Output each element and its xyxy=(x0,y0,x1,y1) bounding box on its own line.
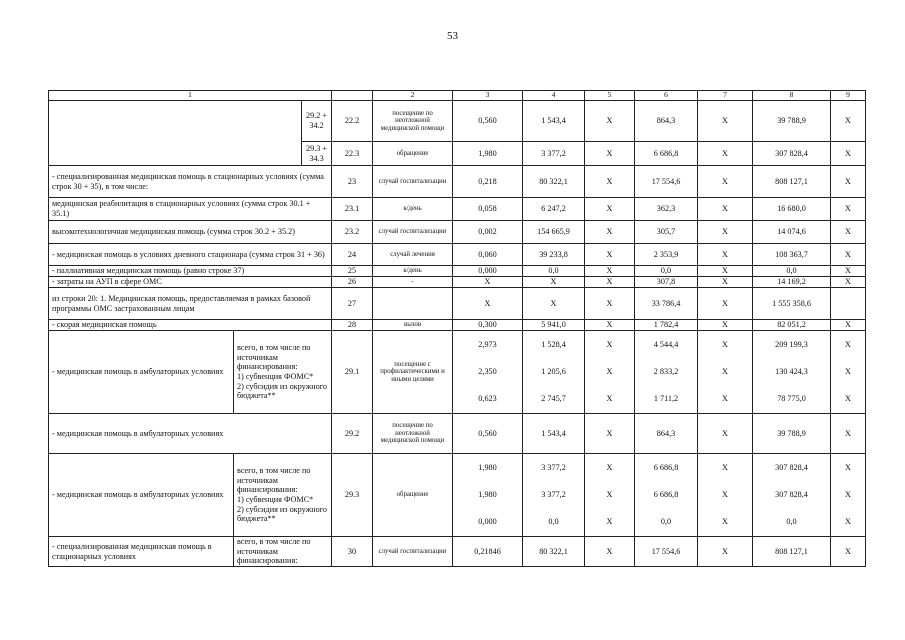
row-label: высокотехнологичная медицинская помощь (сумма строк 30.2 + 35.2) xyxy=(49,221,332,244)
cell-c3: 0,058 xyxy=(453,198,523,221)
cell-c8: 0,0 xyxy=(753,266,831,277)
row-label: - медицинская помощь в амбулаторных условиях xyxy=(49,331,234,414)
cell-c6: 362,3 xyxy=(635,198,698,221)
cell-c7: X xyxy=(698,101,753,142)
sub-foms-label: 1) субвенция ФОМС* xyxy=(237,372,314,381)
row-label: - специализированная медицинская помощь в стационарных условиях xyxy=(49,537,234,567)
table-row xyxy=(49,166,866,198)
row-unit: случай госпитализации xyxy=(373,221,453,244)
cell-c5: X xyxy=(585,414,635,454)
cell-c3: X xyxy=(453,277,523,288)
cell-c7: X xyxy=(698,288,753,320)
cell-c7: X xyxy=(698,221,753,244)
row-number: 30 xyxy=(332,537,373,567)
cell-c6: 307,8 xyxy=(635,277,698,288)
cell-c5: X xyxy=(585,288,635,320)
cell-c6: 864,3 xyxy=(635,101,698,142)
cell-c8: 39 788,9 xyxy=(753,414,831,454)
row-number: 29.3 xyxy=(332,454,373,537)
table-row xyxy=(49,454,866,537)
cell-c9 xyxy=(831,288,866,320)
cell-c7: X X X xyxy=(698,331,753,414)
cell-c5: X X X xyxy=(585,454,635,537)
cell-c3: 0,000 xyxy=(453,266,523,277)
cell-c4: 3 377,2 3 377,2 0,0 xyxy=(523,454,585,537)
cell-c6: 0,0 xyxy=(635,266,698,277)
cell-c4: X xyxy=(523,277,585,288)
cell-c9: X xyxy=(831,320,866,331)
cell-c4: 0,0 xyxy=(523,266,585,277)
cell-c9: X xyxy=(831,101,866,142)
cell-c8: 808 127,1 xyxy=(753,166,831,198)
header-col-5: 5 xyxy=(585,91,635,101)
cell-c7: X xyxy=(698,244,753,266)
header-col-6: 6 xyxy=(635,91,698,101)
cell-c4: 80 322,1 xyxy=(523,166,585,198)
cell-c9: X xyxy=(831,414,866,454)
cell-c4: 154 665,9 xyxy=(523,221,585,244)
row-number: 23.2 xyxy=(332,221,373,244)
empty-cell xyxy=(49,101,302,166)
row-number: 29.2 xyxy=(332,414,373,454)
row-unit xyxy=(373,288,453,320)
row-unit: случай госпитализации xyxy=(373,537,453,567)
row-number: 24 xyxy=(332,244,373,266)
cell-c5: X xyxy=(585,277,635,288)
row-number: 22.2 xyxy=(332,101,373,142)
header-col-9: 9 xyxy=(831,91,866,101)
cell-c4: 1 528,4 1 205,6 2 745,7 xyxy=(523,331,585,414)
header-col-3: 3 xyxy=(453,91,523,101)
cell-c9: X xyxy=(831,198,866,221)
sub-local-label: 2) субсидия из окружного бюджета** xyxy=(237,504,328,524)
financing-sources: всего, в том числе по источникам финансирования: xyxy=(234,537,332,567)
table-row xyxy=(49,244,866,266)
table-row xyxy=(49,414,866,454)
cell-c8: 1 555 358,6 xyxy=(753,288,831,320)
table-row xyxy=(49,288,866,320)
cell-c4: 3 377,2 xyxy=(523,142,585,166)
table-row xyxy=(49,537,866,567)
row-number: 22.3 xyxy=(332,142,373,166)
row-label: из строки 20: 1. Медицинская помощь, предоставляемая в рамках базовой программы ОМС застрахованным лицам xyxy=(49,288,332,320)
row-code: 29.2 + 34.2 xyxy=(302,101,332,142)
cell-c8: 307 828,4 xyxy=(753,142,831,166)
cell-c9: X xyxy=(831,537,866,567)
financing-sources xyxy=(234,331,332,414)
cell-c5: X xyxy=(585,266,635,277)
header-col-8: 8 xyxy=(753,91,831,101)
sub-foms-label: 1) субвенция ФОМС* xyxy=(237,495,314,504)
row-label: медицинская реабилитация в стационарных условиях (сумма строк 30.1 + 35.1) xyxy=(49,198,332,221)
cell-c3: 0,560 xyxy=(453,414,523,454)
row-unit: посещение с профилактическими и иными целями xyxy=(373,331,453,414)
row-number: 25 xyxy=(332,266,373,277)
cell-c8: 108 363,7 xyxy=(753,244,831,266)
row-unit: посещение по неотложной медицинской помощи xyxy=(373,101,453,142)
row-number: 27 xyxy=(332,288,373,320)
row-unit: обращение xyxy=(373,454,453,537)
table-row xyxy=(49,198,866,221)
cell-c4: 5 941,0 xyxy=(523,320,585,331)
row-code: 29.3 + 34.3 xyxy=(302,142,332,166)
row-unit: обращение xyxy=(373,142,453,166)
cell-c3: 0,560 xyxy=(453,101,523,142)
cell-c3: 2,973 2,350 0,623 xyxy=(453,331,523,414)
header-col-2: 2 xyxy=(373,91,453,101)
cell-c7: X xyxy=(698,166,753,198)
row-label: - специализированная медицинская помощь в стационарных условиях (сумма строк 30 + 35), в том числе: xyxy=(49,166,332,198)
row-number: 29.1 xyxy=(332,331,373,414)
cell-c3: 0,060 xyxy=(453,244,523,266)
table-row xyxy=(49,277,866,288)
cell-c9: X xyxy=(831,277,866,288)
cell-c5: X xyxy=(585,537,635,567)
cell-c6: 6 686,8 6 686,8 0,0 xyxy=(635,454,698,537)
sub-total-label: всего, в том числе по источникам финансирования: xyxy=(237,465,311,495)
cell-c5: X xyxy=(585,320,635,331)
row-unit: случай лечения xyxy=(373,244,453,266)
cell-c6: 305,7 xyxy=(635,221,698,244)
cell-c4: 6 247,2 xyxy=(523,198,585,221)
row-label: - медицинская помощь в условиях дневного стационара (сумма строк 31 + 36) xyxy=(49,244,332,266)
header-row xyxy=(49,91,866,101)
cell-c7: X xyxy=(698,277,753,288)
row-unit: к/день xyxy=(373,266,453,277)
cell-c7: X X X xyxy=(698,454,753,537)
header-col-1: 1 xyxy=(49,91,332,101)
row-number: 23 xyxy=(332,166,373,198)
cell-c6: 17 554,6 xyxy=(635,537,698,567)
cell-c5: X xyxy=(585,101,635,142)
cell-c9: X X X xyxy=(831,454,866,537)
row-label: - паллиативная медицинская помощь (равно строке 37) xyxy=(49,266,332,277)
cell-c8: 14 074,6 xyxy=(753,221,831,244)
cell-c5: X xyxy=(585,166,635,198)
cell-c3: 1,980 1,980 0,000 xyxy=(453,454,523,537)
cell-c9: X X X xyxy=(831,331,866,414)
cell-c7: X xyxy=(698,198,753,221)
cell-c5: X X X xyxy=(585,331,635,414)
table-row xyxy=(49,101,866,142)
row-number: 23.1 xyxy=(332,198,373,221)
cell-c8: 808 127,1 xyxy=(753,537,831,567)
cell-c9: X xyxy=(831,266,866,277)
cell-c3: 1,980 xyxy=(453,142,523,166)
cell-c8: 39 788,9 xyxy=(753,101,831,142)
row-label: - скорая медицинская помощь xyxy=(49,320,332,331)
row-label: - медицинская помощь в амбулаторных условиях xyxy=(49,454,234,537)
cell-c3: 0,002 xyxy=(453,221,523,244)
header-col-2a xyxy=(332,91,373,101)
table-row xyxy=(49,320,866,331)
table-row xyxy=(49,331,866,414)
cell-c4: X xyxy=(523,288,585,320)
row-unit: вызов xyxy=(373,320,453,331)
row-unit: посещение по неотложной медицинской помощи xyxy=(373,414,453,454)
cell-c5: X xyxy=(585,221,635,244)
cell-c8: 16 680,0 xyxy=(753,198,831,221)
financing-sources xyxy=(234,454,332,537)
cell-c9: X xyxy=(831,244,866,266)
cell-c9: X xyxy=(831,166,866,198)
cell-c7: X xyxy=(698,537,753,567)
cell-c6: 6 686,8 xyxy=(635,142,698,166)
financing-table xyxy=(48,90,866,567)
cell-c4: 39 233,8 xyxy=(523,244,585,266)
sub-local-label: 2) субсидия из окружного бюджета** xyxy=(237,381,328,401)
table-row xyxy=(49,221,866,244)
cell-c6: 2 353,9 xyxy=(635,244,698,266)
header-col-7: 7 xyxy=(698,91,753,101)
cell-c9: X xyxy=(831,142,866,166)
page-number: 53 xyxy=(447,30,458,42)
cell-c6: 33 786,4 xyxy=(635,288,698,320)
row-unit: к/день xyxy=(373,198,453,221)
row-number: 26 xyxy=(332,277,373,288)
cell-c7: X xyxy=(698,320,753,331)
cell-c3: X xyxy=(453,288,523,320)
header-col-4: 4 xyxy=(523,91,585,101)
cell-c4: 1 543,4 xyxy=(523,414,585,454)
cell-c7: X xyxy=(698,266,753,277)
row-label: - медицинская помощь в амбулаторных условиях xyxy=(49,414,332,454)
cell-c7: X xyxy=(698,142,753,166)
cell-c5: X xyxy=(585,244,635,266)
cell-c8: 14 169,2 xyxy=(753,277,831,288)
cell-c3: 0,21846 xyxy=(453,537,523,567)
cell-c6: 17 554,6 xyxy=(635,166,698,198)
cell-c3: 0,300 xyxy=(453,320,523,331)
cell-c6: 864,3 xyxy=(635,414,698,454)
cell-c6: 1 782,4 xyxy=(635,320,698,331)
cell-c9: X xyxy=(831,221,866,244)
row-label: - затраты на АУП в сфере ОМС xyxy=(49,277,332,288)
cell-c8: 307 828,4 307 828,4 0,0 xyxy=(753,454,831,537)
cell-c8: 82 051,2 xyxy=(753,320,831,331)
cell-c8: 209 199,3 130 424,3 78 775,0 xyxy=(753,331,831,414)
sub-total-label: всего, в том числе по источникам финансирования: xyxy=(237,342,311,372)
cell-c4: 1 543,4 xyxy=(523,101,585,142)
row-unit: - xyxy=(373,277,453,288)
table-row xyxy=(49,266,866,277)
cell-c6: 4 544,4 2 833,2 1 711,2 xyxy=(635,331,698,414)
cell-c3: 0,218 xyxy=(453,166,523,198)
cell-c5: X xyxy=(585,198,635,221)
row-unit: случай госпитализации xyxy=(373,166,453,198)
cell-c7: X xyxy=(698,414,753,454)
cell-c4: 80 322,1 xyxy=(523,537,585,567)
row-number: 28 xyxy=(332,320,373,331)
cell-c5: X xyxy=(585,142,635,166)
